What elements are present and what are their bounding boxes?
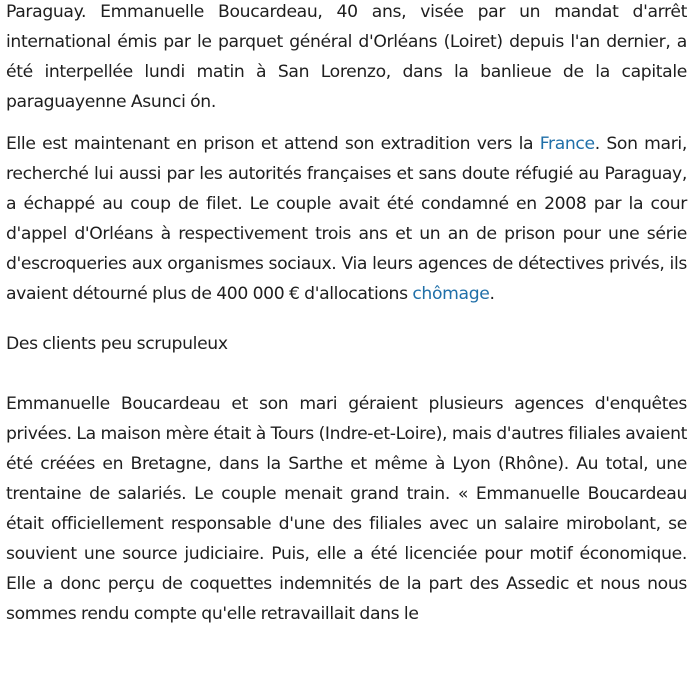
link-france[interactable]: France	[539, 134, 595, 154]
link-chomage[interactable]: chômage	[412, 284, 490, 304]
paragraph-extradition-text-3: .	[489, 284, 495, 304]
paragraph-extradition-text-2: . Son mari, recherché lui aussi par les autorités françaises et sans doute réfugié au Paraguay, a échappé au coup de filet. Le couple avait été condamné en 2008 par la cour d'appel d'Orléans à respectivement trois ans et un an de prison pour une série d'escroqueries aux organismes sociaux. Via leurs agences de détectives privés, ils avaient détourné plus de 400 000 € d'allocations	[6, 134, 687, 304]
paragraph-extradition	[6, 129, 687, 309]
paragraph-agencies: Emmanuelle Boucardeau et son mari géraient plusieurs agences d'enquêtes privées. La maison mère était à Tours (Indre-et-Loire), mais d'autres filiales avaient été créées en Bretagne, dans la Sarthe et même à Lyon (Rhône). Au total, une trentaine de salariés. Le couple menait grand train. « Emmanuelle Boucardeau était officiellement responsable d'une des filiales avec un salaire mirobolant, se souvient une source judiciaire. Puis, elle a été licenciée pour motif économique. Elle a donc perçu de coquettes indemnités de la part des Assedic et nous nous sommes rendu compte qu'elle retravaillait dans le	[6, 394, 687, 624]
article-body	[6, 0, 687, 629]
section-heading: Des clients peu scrupuleux	[6, 334, 228, 354]
paragraph-arrest: Paraguay. Emmanuelle Boucardeau, 40 ans, visée par un mandat d'arrêt international émis par le parquet général d'Orléans (Loiret) depuis l'an dernier, a été interpellée lundi matin à San Lorenzo, dans la banlieue de la capitale paraguayenne Asunci ón.	[6, 2, 687, 112]
paragraph-extradition-text-1: Elle est maintenant en prison et attend son extradition vers la	[6, 134, 540, 154]
